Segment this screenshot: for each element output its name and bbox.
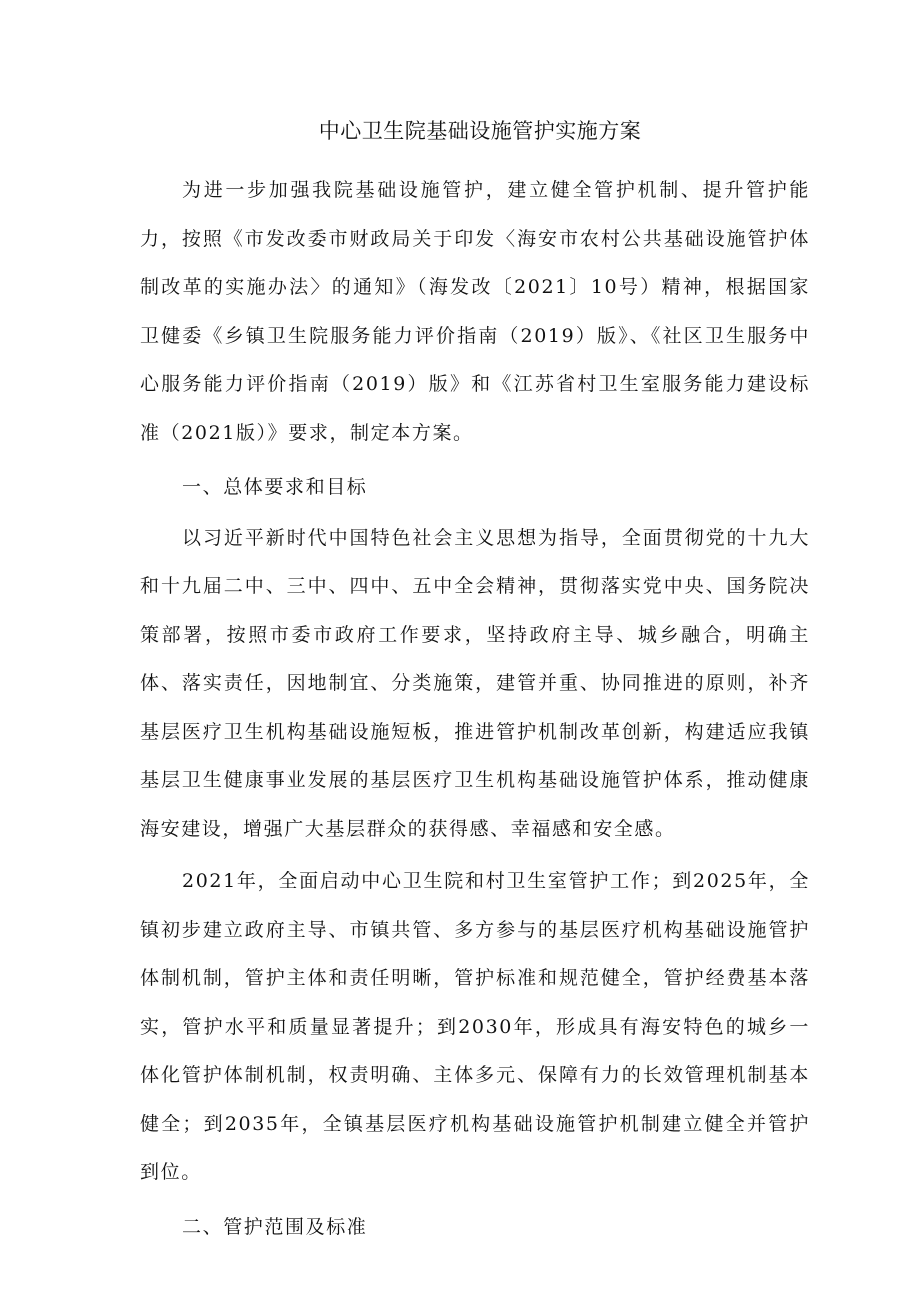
section-heading-scope-standards: 二、管护范围及标准 bbox=[182, 1215, 368, 1238]
body-paragraph: 2021年，全面启动中心卫生院和村卫生室管护工作；到2025年，全镇初步建立政府主导、市镇共管、多方参与的基层医疗机构基础设施管护体制机制，管护主体和责任明晰，管护标准和规范健全，管护经费基本落实，管护水平和质量显著提升；到2030年，形成具有海安特色的城乡一体化管护体制机制，权责明确、主体多元、保障有力的长效管理机制基本健全；到2035年，全镇基层医疗机构基础设施管护机制建立健全并管护到位。 bbox=[140, 870, 810, 1183]
section-heading-overall-goals: 一、总体要求和目标 bbox=[182, 476, 368, 498]
intro-paragraph: 为进一步加强我院基础设施管护，建立健全管护机制、提升管护能力，按照《市发改委市财政局关于印发〈海安市农村公共基础设施管护体制改革的实施办法〉的通知》（海发改〔2021〕10号）精神，根据国家卫健委《乡镇卫生院服务能力评价指南（2019）版》、《社区卫生服务中心服务能力评价指南（2019）版》和《江苏省村卫生室服务能力建设标准（2021版）》要求，制定本方案。 bbox=[140, 179, 810, 444]
document-title: 中心卫生院基础设施管护实施方案 bbox=[318, 119, 642, 143]
body-paragraph: 以习近平新时代中国特色社会主义思想为指导，全面贯彻党的十九大和十九届二中、三中、四中、五中全会精神，贯彻落实党中央、国务院决策部署，按照市委市政府工作要求，坚持政府主导、城乡融合，明确主体、落实责任，因地制宜、分类施策，建管并重、协同推进的原则，补齐基层医疗卫生机构基础设施短板，推进管护机制改革创新，构建适应我镇基层卫生健康事业发展的基层医疗卫生机构基础设施管护体系，推动健康海安建设，增强广大基层群众的获得感、幸福感和安全感。 bbox=[140, 526, 810, 840]
